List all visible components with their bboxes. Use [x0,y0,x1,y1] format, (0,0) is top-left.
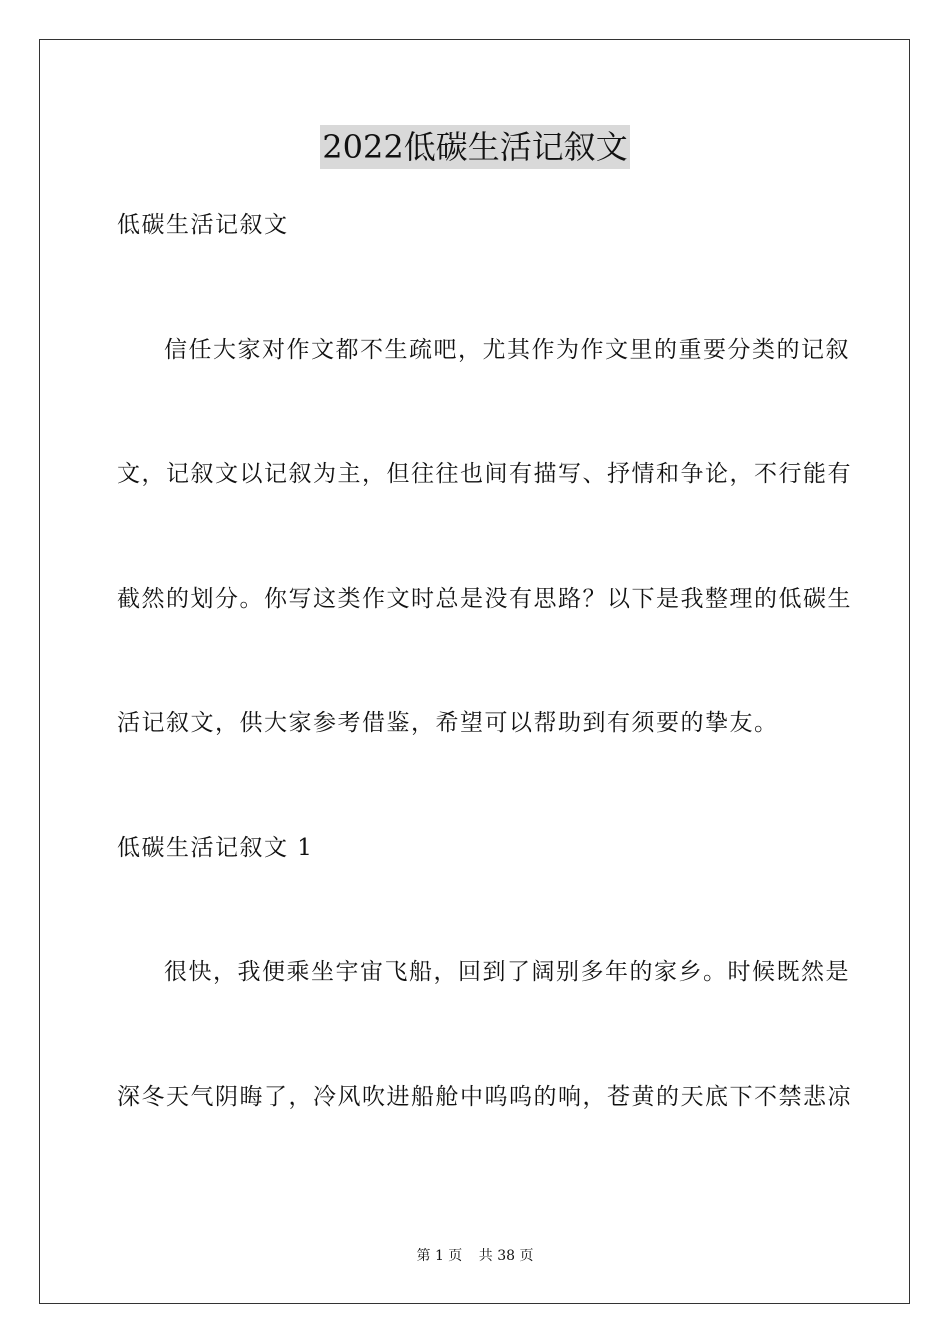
page-number: 第 1 页 [416,1248,463,1264]
paragraph-line: 信任大家对作文都不生疏吧，尤其作为作文里的重要分类的记叙 [164,337,850,363]
subtitle-line: 低碳生活记叙文 [117,212,289,238]
paragraph-line: 截然的划分。你写这类作文时总是没有思路？以下是我整理的低碳生 [117,586,852,612]
page-footer [0,1246,950,1266]
paragraph-line: 文，记叙文以记叙为主，但往往也间有描写、抒情和争论，不行能有 [117,461,852,487]
page-total: 共 38 页 [478,1248,534,1264]
title-wrap [0,125,950,169]
paragraph-line: 活记叙文，供大家参考借鉴，希望可以帮助到有须要的挚友。 [117,710,779,736]
document-title: 2022低碳生活记叙文 [320,125,629,169]
paragraph-line: 深冬天气阴晦了，冷风吹进船舱中呜呜的响，苍黄的天底下不禁悲凉 [117,1084,852,1110]
section-heading: 低碳生活记叙文 1 [117,835,314,861]
paragraph-line: 很快，我便乘坐宇宙飞船，回到了阔别多年的家乡。时候既然是 [164,959,850,985]
